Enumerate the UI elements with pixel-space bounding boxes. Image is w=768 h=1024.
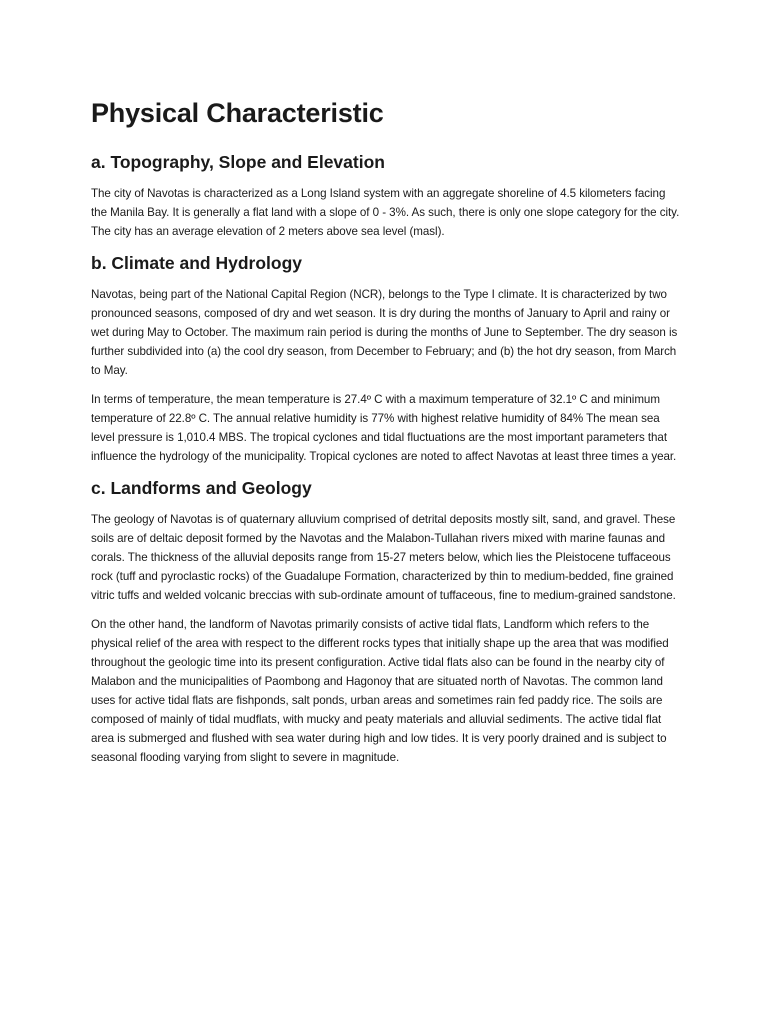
document-page (91, 96, 683, 777)
paragraph: Navotas, being part of the National Capital Region (NCR), belongs to the Type I climate. It is characterized by two pronounced seasons, composed of dry and wet season. It is dry during the months of January to April and rainy or wet during May to October. The maximum rain period is during the months of June to September. The dry season is further subdivided into (a) the cool dry season, from December to February; and (b) the hot dry season, from March to May. (91, 288, 678, 377)
paragraph: The city of Navotas is characterized as a Long Island system with an aggregate shoreline of 4.5 kilometers facing the Manila Bay. It is generally a flat land with a slope of 0 - 3%. As such, there is only one slope category for the city. The city has an average elevation of 2 meters above sea level (masl). (91, 187, 680, 238)
paragraph: On the other hand, the landform of Navotas primarily consists of active tidal flats, Landform which refers to the physical relief of the area with respect to the different rocks types that initially shape up the area that was modified throughout the geologic time into its present configuration. Active tidal flats also can be found in the nearby city of Malabon and the municipalities of Paombong and Hagonoy that are situated north of Navotas. The common land uses for active tidal flats are fishponds, salt ponds, urban areas and sometimes rain fed paddy rice. The soils are composed of mainly of tidal mudflats, with mucky and peaty materials and alluvial sediments. The active tidal flat area is submerged and flushed with sea water during high and low tides. It is very poorly drained and is subject to seasonal flooding varying from slight to severe in magnitude. (91, 618, 669, 764)
section-heading-climate: b. Climate and Hydrology (91, 253, 302, 273)
section-topography (91, 150, 683, 241)
paragraph: In terms of temperature, the mean temperature is 27.4º C with a maximum temperature of 32.1º C and minimum temperature of 22.8º C. The annual relative humidity is 77% with highest relative humidity of 84% The mean sea level pressure is 1,010.4 MBS. The tropical cyclones and tidal fluctuations are the most important parameters that influence the hydrology of the municipality. Tropical cyclones are noted to affect Navotas at least three times a year. (91, 393, 677, 463)
page-title: Physical Characteristic (91, 98, 384, 128)
section-heading-landforms: c. Landforms and Geology (91, 478, 312, 498)
paragraph: The geology of Navotas is of quaternary alluvium comprised of detrital deposits mostly silt, sand, and gravel. These soils are of deltaic deposit formed by the Navotas and the Malabon-Tullahan rivers mixed with marine faunas and corals. The thickness of the alluvial deposits range from 15-27 meters below, which lies the Pleistocene tuffaceous rock (tuff and pyroclastic rocks) of the Guadalupe Formation, characterized by thin to medium-bedded, fine grained vitric tuffs and welded volcanic breccias with sub-ordinate amount of tuffaceous, fine to medium-grained sandstone. (91, 513, 676, 602)
section-landforms (91, 476, 683, 767)
section-climate (91, 251, 683, 466)
section-heading-topography: a. Topography, Slope and Elevation (91, 152, 385, 172)
